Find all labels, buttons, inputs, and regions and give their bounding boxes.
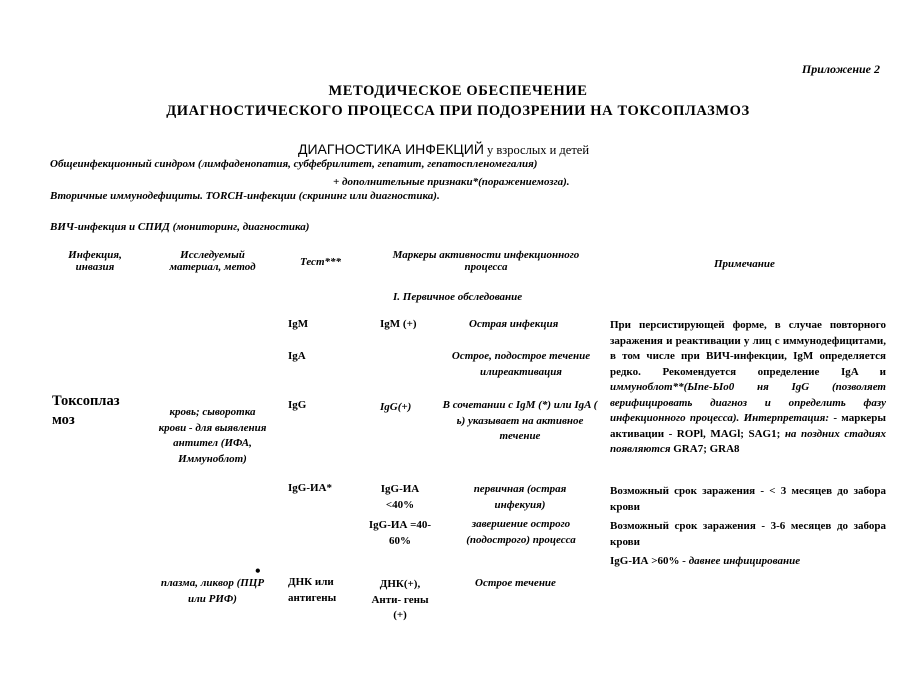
appendix-label: Приложение 2 xyxy=(801,62,880,76)
intro-line-4: ВИЧ-инфекция и СПИД (мониторинг, диагностика) xyxy=(50,221,310,233)
meaning-iga: Острое, подострое течение илиреактивация xyxy=(451,350,591,378)
bullet-dot: • xyxy=(255,563,261,580)
marker-igg-ia-lt40: IgG-ИА <40% xyxy=(380,483,420,511)
note-gt60-text: - давнее инфицирование xyxy=(679,555,801,567)
test-dna: ДНК или антигены xyxy=(288,576,337,604)
header-note: Примечание xyxy=(714,258,775,270)
note-gt60-value: IgG-ИА >60% xyxy=(610,555,680,567)
header-infection: Инфекция, инвазия xyxy=(68,249,122,273)
material-plasma: плазма, ликвор (ПЦР или РИФ) xyxy=(160,577,265,605)
note-paragraph-2b: иммуноблот**(Ыпе-Ыо0 ня IgG (позволяет верифицировать диагноз и определить фазу инфекционного процесса). Интерпретация: xyxy=(610,381,886,424)
document-title-line-1: МЕТОДИЧЕСКОЕ ОБЕСПЕЧЕНИЕ xyxy=(328,83,588,99)
header-markers: Маркеры активности инфекционного процесса xyxy=(392,249,580,273)
note-igg-ia-40-60: Возможный срок заражения - 3-6 месяцев до забора крови xyxy=(610,520,886,548)
infection-name: Токсоплаз моз xyxy=(52,393,120,428)
marker-igg-ia-40-60: IgG-ИА =40-60% xyxy=(368,519,432,547)
intro-line-1: Общеинфекционный синдром (лимфаденопатия, субфебрилитет, гепатит, гепатоспленомегалия) xyxy=(50,158,538,170)
meaning-dna: Острое течение xyxy=(475,577,556,589)
marker-igm: IgM (+) xyxy=(380,318,417,330)
test-igg: IgG xyxy=(288,399,307,411)
intro-line-3: Вторичные иммунодефициты. TORCH-инфекции (скрининг или диагностика). xyxy=(50,190,440,202)
material-blood: кровь; сыворотка крови - для выявления антител (ИФА, Иммуноблот) xyxy=(158,406,267,465)
marker-igg: IgG(+) xyxy=(380,401,412,413)
document-title-line-2: ДИАГНОСТИЧЕСКОГО ПРОЦЕССА ПРИ ПОДОЗРЕНИИ НА ТОКСОПЛАЗМОЗ xyxy=(166,103,750,119)
subtitle-rest: у взрослых и детей xyxy=(483,143,590,157)
test-igg-ia: IgG-ИА* xyxy=(288,482,332,494)
marker-dna: ДНК(+), Анти- гены (+) xyxy=(371,578,429,621)
header-material: Исследуемый материал, метод xyxy=(169,249,256,273)
test-iga: IgA xyxy=(288,350,306,362)
note-paragraph-3b: на поздних стадиях появляются xyxy=(610,427,887,455)
intro-line-2: + дополнительные признаки*(поражениемозга). xyxy=(333,176,570,188)
note-paragraph-1: При персистирующей форме, в случае повторного заражения и реактивации у лиц с иммунодефицитами, в том числе при ВИЧ-инфекции, IgM определяется редко. xyxy=(610,319,886,378)
note-paragraph-3c: GRA7; GRA8 xyxy=(670,443,740,455)
note-igg-ia-lt40: Возможный срок заражения - < 3 месяцев до забора крови xyxy=(610,485,886,513)
subtitle-caps: ДИАГНОСТИКА ИНФЕКЦИЙ xyxy=(298,141,484,157)
note-paragraph-3a: - маркеры активации - ROPl, MAGl; SAG1; xyxy=(610,412,886,440)
meaning-igg: В сочетании с IgM (*) или IgA ( ь) указывает на активное течение xyxy=(442,399,598,442)
header-test: Тест*** xyxy=(300,256,341,268)
meaning-igg-ia-40-60: завершение острого (подострого) процесса xyxy=(466,518,576,546)
meaning-igm: Острая инфекция xyxy=(469,318,559,330)
test-igm: IgM xyxy=(288,318,309,330)
section-primary-exam: I. Первичное обследование xyxy=(393,291,523,303)
subtitle xyxy=(298,141,589,159)
note-paragraph-2a: Рекомендуется определение IgA и xyxy=(662,365,887,378)
meaning-igg-ia-lt40: первичная (острая инфекуия) xyxy=(473,483,567,511)
note-igg-ia-gt60 xyxy=(610,555,800,567)
note-main xyxy=(610,318,886,458)
